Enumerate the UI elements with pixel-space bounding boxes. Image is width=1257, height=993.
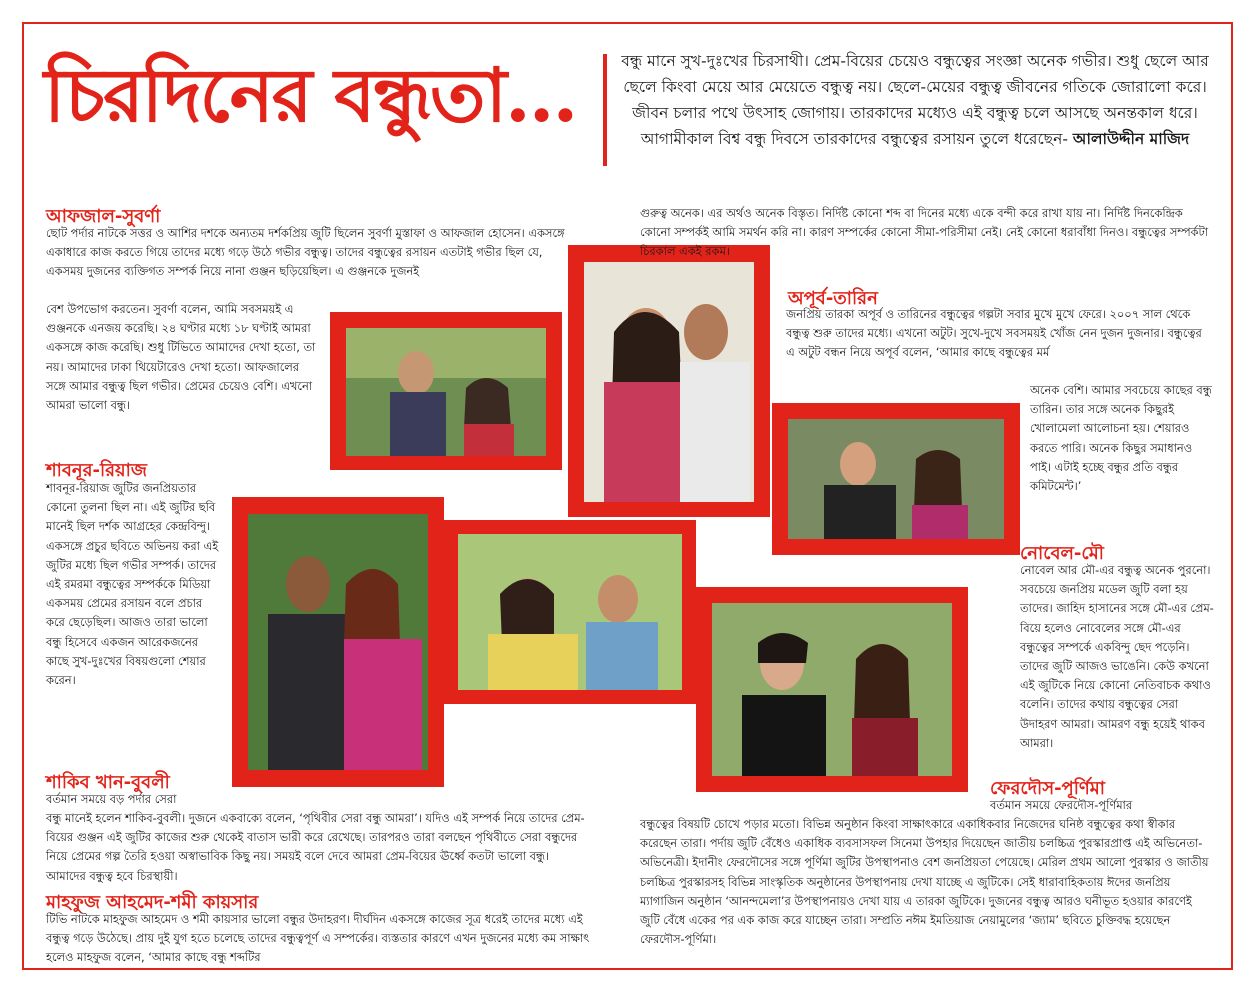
photo-shabnur-riaz (248, 514, 428, 770)
photo-nobel-mou (788, 419, 1004, 539)
text-afzal-wide-body: ছোট পর্দার নাটকে সত্তর ও আশির দশকে অন্যতম দর্শকপ্রিয় জুটি ছিলেন সুবর্ণা মুস্তাফা ও আফজাল হোসেন। একসঙ্গে একাধারে কাজ করতে গিয়ে তাদের মধ্যে গড়ে উঠে গভীর বন্ধুত্ব। তাদের বন্ধুত্বের রসায়ন এতটাই গভীর ছিল যে, একসময় দুজনের ব্যক্তিগত সম্পর্ক নিয়ে নানা গুঞ্জন ছড়িয়েছিল। এ গুঞ্জনকে দুজনই (46, 226, 565, 279)
heading-ferdous-purnima: ফেরদৌস-পূর্ণিমা (990, 778, 1106, 799)
text-afzal-narrow-body: বেশ উপভোগ করতেন। সুবর্ণা বলেন, আমি সবসময়ই এ গুঞ্জনকে এনজয় করেছি। ২৪ ঘণ্টার মধ্যে ১৮ ঘণ্টাই আমরা একসঙ্গে কাজ করেছি। শুধু টিভিতে আমাদের দেখা হতো, তা নয়। আমাদের ঢাকা থিয়েটারেও দেখা হতো। আফজালের সঙ্গে আমার বন্ধুত্ব ছিল গভীর। প্রেমের চেয়েও বেশি। এখনো আমরা ভালো বন্ধু। (46, 302, 316, 413)
text-afzal-wide (46, 224, 581, 282)
text-mahfuz-continued (640, 204, 1212, 262)
text-apurba-wide (786, 305, 1214, 363)
author-name: আলাউদ্দীন মাজিদ (1072, 130, 1190, 148)
text-afzal-narrow (46, 300, 316, 415)
photo-apurba-tarin-top (584, 262, 754, 502)
text-shabnur-riaz (46, 479, 222, 690)
text-topright-body: গুরুত্ব অনেক। এর অর্থও অনেক বিস্তৃত। নির্দিষ্ট কোনো শব্দ বা দিনের মধ্যে একে বন্দী করে রাখা যায় না। নির্দিষ্ট দিনকেন্দ্রিক কোনো সম্পর্কই আমি সমর্থন করি না। কারণ সম্পর্কের কোনো সীমা-পরিসীমা নেই। নেই কোনো ধরাবাঁধা দিনও। বন্ধুত্বের সম্পর্কটা চিরকাল একই রকম। (640, 206, 1209, 259)
text-mahfuz-shomi (46, 910, 591, 968)
photo-ferdous-purnima (458, 534, 682, 690)
heading-shakib-bubly: শাকিব খান-বুবলী (46, 772, 170, 793)
text-ferdous-body: বন্ধুত্বের বিষয়টি চোখে পড়ার মতো। বিভিন্ন অনুষ্ঠান কিংবা সাক্ষাৎকারে একাধিকবার নিজেদের ঘনিষ্ঠ বন্ধুত্বের কথা স্বীকার করেছেন তারা। পর্দায় জুটি বেঁধেও একাধিক ব্যবসাসফল সিনেমা উপহার দিয়েছেন জাতীয় চলচ্চিত্র পুরস্কারপ্রাপ্ত এই অভিনেতা-অভিনেত্রী। ইদানীং ফেরদৌসের সঙ্গে পূর্ণিমা জুটির উপস্থাপনাও বেশ জনপ্রিয়তা পেয়েছে। মেরিল প্রথম আলো পুরস্কার ও জাতীয় চলচ্চিত্র পুরস্কারসহ বিভিন্ন সাংস্কৃতিক অনুষ্ঠানের উপস্থাপনায় দেখা যাচ্ছে এ জুটিকে। সেই ধারাবাহিকতায় ঈদের জনপ্রিয় ম্যাগাজিন অনুষ্ঠান ‘আনন্দমেলা’র উপস্থাপনায়ও দেখা যায় এ তারকা জুটিকে। দুজনের বন্ধুত্ব আরও ঘনীভূত হওয়ার কারণেই জুটি বেঁধে একের পর এক কাজ করে যাচ্ছেন তারা। সম্প্রতি নঈম ইমতিয়াজ নেয়ামুলের ‘জ্যাম’ ছবিতে চুক্তিবদ্ধ হয়েছেন ফেরদৌস-পূর্ণিমা। (640, 817, 1209, 947)
text-nobel-mou (1020, 561, 1214, 753)
text-apurba-wide-body: জনপ্রিয় তারকা অপূর্ব ও তারিনের বন্ধুত্বের গল্পটা সবার মুখে মুখে ফেরে। ২০০৭ সাল থেকে বন্ধুত্ব শুরু তাদের মধ্যে। এখনো অটুট। সুখে-দুখে সবসময়ই খোঁজ নেন দুজন দুজনার। বন্ধুত্বের এ অটুট বন্ধন নিয়ে অপূর্ব বলেন, ‘আমার কাছে বন্ধুত্বের মর্ম (786, 307, 1202, 360)
text-nobel-body: নোবেল আর মৌ-এর বন্ধুত্ব অনেক পুরনো। সবচেয়ে জনপ্রিয় মডেল জুটি বলা হয় তাদের। জাহিদ হাসানের সঙ্গে মৌ-এর প্রেম-বিয়ে হলেও নোবেলের সঙ্গে মৌ-এর বন্ধুত্বের সম্পর্কে একবিন্দু ছেদ পড়েনি। তাদের জুটি আজও ভাঙেনি। কেউ কখনো এই জুটিকে নিয়ে কোনো নেতিবাচক কথাও বলেনি। তাদের কথায় বন্ধুত্বের সেরা উদাহরণ আমরা। আমরণ বন্ধু হয়েই থাকব আমরা। (1020, 563, 1214, 750)
text-ferdous-purnima (640, 815, 1215, 949)
text-shakib-body: বন্ধু মানেই হলেন শাকিব-বুবলী। দুজনে একবাক্যে বলেন, ‘পৃথিবীর সেরা বন্ধু আমরা’। যদিও এই সম্পর্ক নিয়ে তাদের প্রেম-বিয়ের গুঞ্জন এই জুটির কাজের শুরু থেকেই বাতাস ভারী করে রেখেছে। তারপরও তারা বলছেন পৃথিবীতে সেরা বন্ধুদের নিয়ে প্রেমের গল্প তৈরি হওয়া অস্বাভাবিক কিছু নয়। সময়ই বলে দেবে আমরা প্রেম-বিয়ের ঊর্ধ্বে কতটা ভালো বন্ধু। আমাদের বন্ধুত্ব হবে চিরস্থায়ী। (46, 811, 585, 883)
heading-afzal-subarna: আফজাল-সুবর্ণা (46, 206, 161, 227)
text-ferdous-lead (990, 796, 1214, 815)
text-shakib-bubly (46, 809, 591, 886)
text-mahfuz-body: টিভি নাটকে মাহফুজ আহমেদ ও শমী কায়সার ভালো বন্ধুর উদাহরণ। দীর্ঘদিন একসঙ্গে কাজের সূত্র ধরেই তাদের মধ্যে এই বন্ধুত্ব গড়ে উঠেছে। প্রায় দুই যুগ হতে চলেছে তাদের বন্ধুত্বপূর্ণ এ সম্পর্কের। ব্যস্ততার কারণে এখন দুজনের মধ্যে কম সাক্ষাৎ হলেও মাহফুজ বলেন, ‘আমার কাছে বন্ধু শব্দটির (46, 912, 590, 965)
text-apurba-narrow (1030, 381, 1214, 496)
photo-apurba-tarin (712, 603, 952, 776)
page-title: চিরদিনের বন্ধুতা... (44, 53, 577, 139)
photo-shakib-bubly (346, 328, 546, 456)
text-shabnur-body: শাবনূর-রিয়াজ জুটির জনপ্রিয়তার কোনো তুলনা ছিল না। এই জুটির ছবি মানেই ছিল দর্শক আগ্রহের কেন্দ্রবিন্দু। একসঙ্গে প্রচুর ছবিতে অভিনয় করা এই জুটির মধ্যে ছিল গভীর সম্পর্ক। তাদের এই রমরমা বন্ধুত্বের সম্পর্ককে মিডিয়া একসময় প্রেমের রসায়ন বলে প্রচার করে ছেড়েছিল। আজও তারা ভালো বন্ধু হিসেবে একজন আরেকজনের কাছে সুখ-দুঃখের বিষয়গুলো শেয়ার করেন। (46, 481, 219, 688)
heading-mahfuz-shomi: মাহফুজ আহমেদ-শমী কায়সার (46, 892, 259, 913)
heading-shabnur-riaz: শাবনূর-রিয়াজ (46, 460, 147, 481)
text-ferdous-lead-line: বর্তমান সময়ে ফেরদৌস-পূর্ণিমার (990, 798, 1133, 812)
text-shakib-lead (46, 790, 226, 809)
heading-apurba-tarin: অপূর্ব-তারিন (788, 288, 878, 309)
intro-text (620, 48, 1210, 152)
text-shakib-lead-line: বর্তমান সময়ে বড় পর্দার সেরা (46, 792, 177, 806)
title-divider (603, 54, 607, 166)
intro-body: বন্ধু মানে সুখ-দুঃখের চিরসাথী। প্রেম-বিয়ের চেয়েও বন্ধুত্বের সংজ্ঞা অনেক গভীর। শুধু ছেলে আর ছেলে কিংবা মেয়ে আর মেয়েতে বন্ধুত্ব নয়। ছেলে-মেয়ের বন্ধুত্ব জীবনের গতিকে জোরালো করে। জীবন চলার পথে উৎসাহ জোগায়। তারকাদের মধ্যেও এই বন্ধুত্ব চলে আসছে অনন্তকাল ধরে। আগামীকাল বিশ্ব বন্ধু দিবসে তারকাদের বন্ধুত্বের রসায়ন তুলে ধরেছেন- (621, 52, 1209, 148)
heading-nobel-mou: নোবেল-মৌ (1020, 543, 1104, 564)
text-apurba-narrow-body: অনেক বেশি। আমার সবচেয়ে কাছের বন্ধু তারিন। তার সঙ্গে অনেক কিছুরই খোলামেলা আলোচনা হয়। শেয়ারও করতে পারি। অনেক কিছুর সমাধানও পাই। এটাই হচ্ছে বন্ধুর প্রতি বন্ধুর কমিটমেন্ট।’ (1030, 383, 1212, 494)
